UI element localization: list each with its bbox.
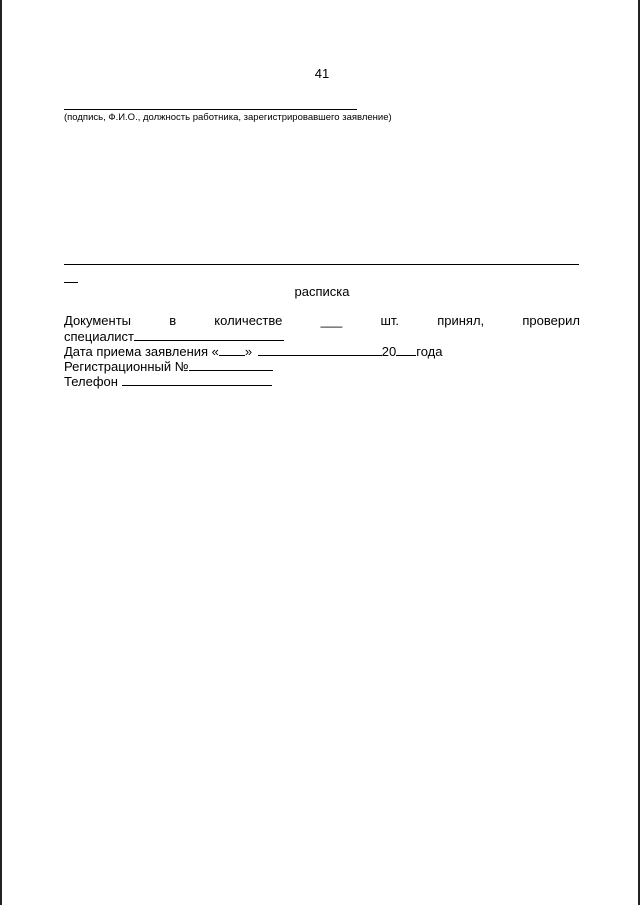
phone-line: [64, 373, 272, 389]
registration-label: Регистрационный №: [64, 359, 189, 374]
pieces-word: шт.: [380, 313, 400, 328]
year-prefix: 20: [381, 344, 397, 359]
receipt-title: расписка: [294, 284, 350, 299]
specialist-blank: [134, 328, 284, 341]
specialist-label: специалист: [64, 329, 135, 344]
phone-blank: [122, 373, 272, 386]
short-separator-line: [64, 282, 78, 283]
documents-word: Документы: [64, 313, 132, 328]
page-number: 41: [314, 66, 330, 81]
separator-line: [64, 264, 579, 265]
accepted-word: принял,: [437, 313, 485, 328]
phone-label: Телефон: [64, 374, 118, 389]
date-label: Дата приема заявления «: [64, 344, 219, 359]
signature-line: [64, 109, 357, 110]
quote-close: »: [244, 344, 253, 359]
day-blank: [219, 343, 245, 356]
month-blank: [258, 343, 382, 356]
specialist-line: [64, 328, 284, 344]
count-blank: ___: [320, 313, 343, 328]
quantity-word: количестве: [214, 313, 283, 328]
registration-blank: [189, 358, 273, 371]
date-line: [64, 343, 442, 359]
documents-count-line: [64, 313, 580, 328]
checked-word: проверил: [522, 313, 580, 328]
year-blank: [396, 343, 416, 356]
signature-caption: (подпись, Ф.И.О., должность работника, зарегистрировавшего заявление): [64, 112, 392, 123]
in-word: в: [169, 313, 177, 328]
registration-line: [64, 358, 273, 374]
year-suffix: года: [416, 344, 443, 359]
